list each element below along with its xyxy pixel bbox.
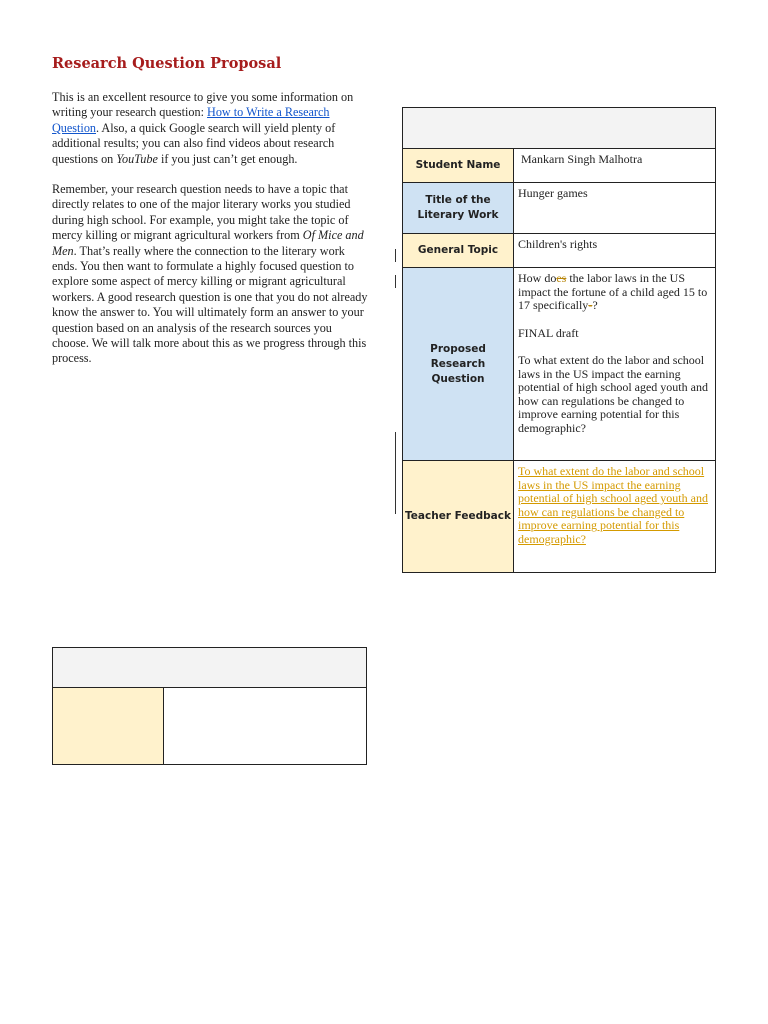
change-bar (395, 275, 396, 288)
general-topic-label: General Topic (403, 234, 514, 268)
page-title: Research Question Proposal (52, 55, 282, 72)
blank-table-value-cell[interactable] (164, 688, 367, 765)
intro-text-2: . Also, a quick Google search will yield plenty of additional results; you can also find videos about research questions on (52, 120, 336, 166)
proposal-table (402, 107, 716, 573)
change-bar (395, 432, 396, 514)
intro-text-3: if you just can’t get enough. (157, 151, 298, 166)
blank-table-label-cell[interactable] (53, 688, 164, 765)
final-question: To what extent do the labor and school laws in the US impact the earning potential of high school aged youth and how can regulations be changed to improve earning potential for this demographic? (518, 353, 708, 435)
intro-paragraph (52, 90, 368, 167)
blank-table (52, 647, 367, 765)
research-question-label: Proposed Research Question (403, 268, 514, 461)
feedback-suggestion: To what extent do the labor and school laws in the US impact the earning potential of high school aged youth and how can regulations be changed to improve earning potential for this demographic? (518, 464, 708, 546)
intro-text-1: This is an excellent resource to give you some information on writing your research question: (52, 90, 354, 120)
youtube-text: YouTube (116, 151, 158, 166)
para2-text-2: . That’s really where the connection to the literary work ends. You then want to formulate a highly focused question to explore some aspect of mercy killing or migrant agricultural workers. A good research question is one that you do not already know the answer to. You will ultimately form an answer to your question based on an analysis of the research sources you choose. We will talk more about this as we progress through this process. (52, 243, 368, 366)
deleted-text: es (556, 271, 567, 285)
para2-text-1: Remember, your research question needs to have a topic that directly relates to one of the major literary works you studied during high school. For example, you might take the topic of mercy killing or migrant agricultural workers from (52, 182, 351, 243)
research-question-value[interactable] (514, 268, 716, 461)
student-name-value[interactable]: Mankarn Singh Malhotra (514, 149, 716, 183)
literary-work-label: Title of the Literary Work (403, 183, 514, 234)
draft-question: How does the labor laws in the US impact the fortune of a child aged 15 to 17 specifically-? (518, 271, 708, 312)
student-name-label: Student Name (403, 149, 514, 183)
literary-work-value[interactable]: Hunger games (514, 183, 716, 234)
general-topic-value[interactable]: Children's rights (514, 234, 716, 268)
change-bar (395, 249, 396, 262)
literary-title-italic: Of Mice and Men (52, 228, 364, 258)
deleted-text-2: - (588, 298, 593, 312)
instructions-paragraph (52, 182, 368, 367)
proposal-table-header[interactable] (403, 108, 716, 149)
blank-table-header[interactable] (53, 648, 367, 688)
final-draft-label: FINAL draft (518, 325, 579, 340)
teacher-feedback-value[interactable] (514, 461, 716, 573)
teacher-feedback-label: Teacher Feedback (403, 461, 514, 573)
research-question-link[interactable]: How to Write a Research Question (52, 105, 330, 135)
